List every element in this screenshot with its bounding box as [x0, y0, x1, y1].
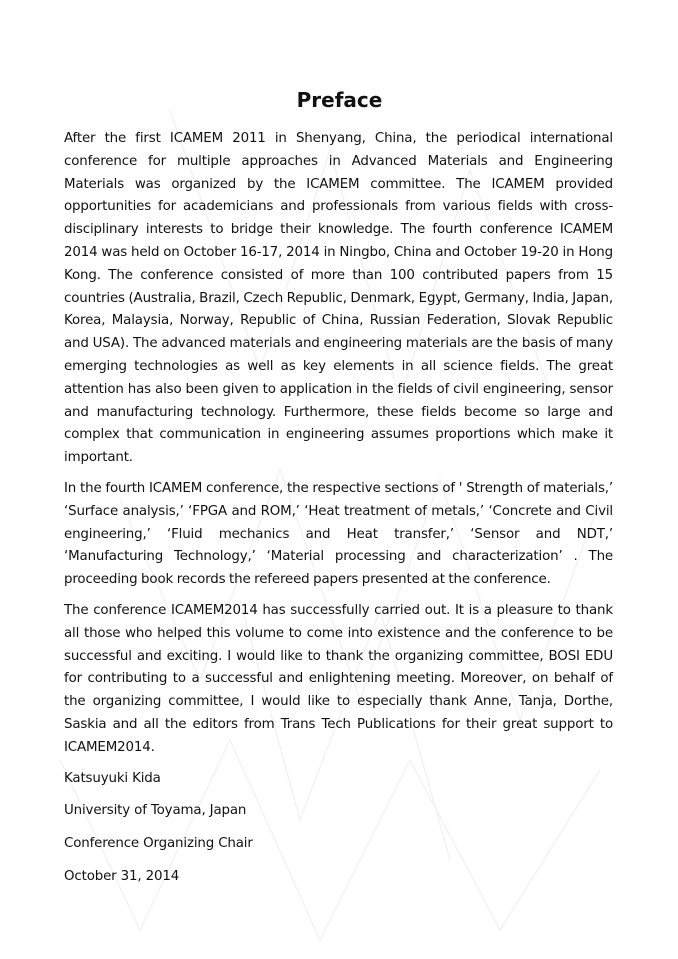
signature-affiliation: University of Toyama, Japan — [64, 803, 247, 819]
page-title: Preface — [296, 88, 383, 112]
signature-date: October 31, 2014 — [64, 868, 180, 884]
signature-name: Katsuyuki Kida — [64, 770, 161, 786]
paragraph-sections: In the fourth ICAMEM conference, the respective sections of ' Strength of materials,’ ‘Surface analysis,’ ‘FPGA and ROM,’ ‘Heat treatment of metals,’ ‘Concrete and Civil engineering,’ ‘Fluid mechanics and Heat transfer,’ ‘Sensor and NDT,’ ‘Manufacturing Technology,’ ‘Material processing and characterization’ . The proceeding book records the refereed papers presented at the conference. — [64, 480, 613, 588]
paragraph-acknowledgements: The conference ICAMEM2014 has successfully carried out. It is a pleasure to thank all those who helped this volume to come into existence and the conference to be successful and exciting. I would like to thank the organizing committee, BOSI EDU for contributing to a successful and enlightening meeting. Moreover, on behalf of the organizing committee, I would like to especially thank Anne, Tanja, Dorthe, Saskia and all the editors from Trans Tech Publications for their great support to ICAMEM2014. — [64, 602, 613, 755]
signature-block — [64, 768, 613, 889]
paragraph-introduction: After the first ICAMEM 2011 in Shenyang, China, the periodical international conference for multiple approaches in Advanced Materials and Engineering Materials was organized by the ICAMEM committee. The ICAMEM provided opportunities for academicians and professionals from various fields with cross-disciplinary interests to bridge their knowledge. The fourth conference ICAMEM 2014 was held on October 16-17, 2014 in Ningbo, China and October 19-20 in Hong Kong. The conference consisted of more than 100 contributed papers from 15 countries (Australia, Brazil, Czech Republic, Denmark, Egypt, Germany, India, Japan, Korea, Malaysia, Norway, Republic of China, Russian Federation, Slovak Republic and USA). The advanced materials and engineering materials are the basis of many emerging technologies as well as key elements in all science fields. The great attention has also been given to application in the fields of civil engineering, sensor and manufacturing technology. Furthermore, these fields become so large and complex that communication in engineering assumes proportions which make it important. — [64, 131, 613, 466]
preface-page — [64, 86, 613, 899]
signature-role: Conference Organizing Chair — [64, 836, 253, 852]
